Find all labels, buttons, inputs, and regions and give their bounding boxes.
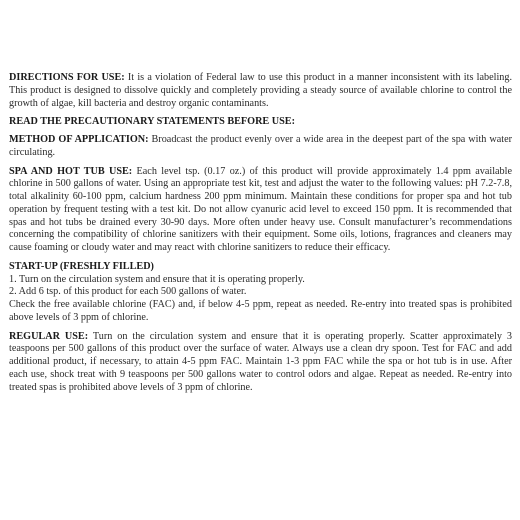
regular-title: REGULAR USE:: [9, 330, 89, 342]
label-document: [9, 72, 512, 394]
method-title: METHOD OF APPLICATION:: [9, 134, 149, 145]
startup-check: Check the free available chlorine (FAC) and, if below 4-5 ppm, repeat as needed. Re-entry into treated spas is prohibited above levels of 3 ppm of chlorine.: [9, 299, 512, 323]
regular-body: Turn on the circulation system and ensure that it is operating properly. Scatter approximately 3 teaspoons per 500 gallons of this product over the surface of water. Always use a clean dry spoon. Test for FAC and add additional product, if necessary, to attain 4-5 ppm FAC. Maintain 1-3 ppm FAC while the spa or hot tub is in use. After each use, shock treat with 9 teaspoons per 500 gallons water to control odors and algae. Repeat as needed. Re-entry into treated spas is prohibited above levels of 3 ppm of chlorine.: [9, 330, 512, 393]
directions-body: It is a violation of Federal law to use this product in a manner inconsistent with its labeling. This product is designed to dissolve quickly and completely providing a steady source of available chlorine to control the growth of algae, kill bacteria and destroy organic contaminants.: [9, 72, 513, 109]
method-body: Broadcast the product evenly over a wide area in the deepest part of the spa with water circulating.: [9, 134, 513, 158]
regular-section: [9, 331, 512, 395]
method-section: [9, 134, 512, 160]
directions-title: DIRECTIONS FOR USE:: [9, 72, 125, 83]
startup-step-1: 1. Turn on the circulation system and ensure that it is operating properly.: [9, 273, 305, 285]
precautionary-heading: READ THE PRECAUTIONARY STATEMENTS BEFORE USE:: [9, 116, 295, 128]
directions-section: [9, 72, 512, 110]
startup-title: START-UP (FRESHLY FILLED): [9, 260, 154, 272]
spa-section: [9, 166, 512, 255]
startup-step-2: 2. Add 6 tsp. of this product for each 500 gallons of water.: [9, 286, 247, 298]
startup-section: [9, 261, 512, 325]
spa-body: Each level tsp. (0.17 oz.) of this product will provide approximately 1.4 ppm available chlorine in 500 gallons of water. Using an appropriate test kit, test and adjust the water to the following values: pH 7.2-7.8, total alkalinity 60-100 ppm, calcium hardness 200 ppm minimum. Maintain these conditions for proper spa and hot tub operation by frequent testing with a test kit. Do not allow cyanuric acid level to exceed 150 ppm. It is recommended that spas and hot tubs be drained every 30-90 days. More often under heavy use. Consult manufacturer’s recommendations concerning the compatibility of chlorine sanitizers with their equipment. Some oils, lotions, fragrances and cleaners may cause foaming or cloudy water and may react with chlorine sanitizers to reduce their efficacy.: [9, 165, 512, 253]
spa-title: SPA AND HOT TUB USE:: [9, 165, 133, 177]
